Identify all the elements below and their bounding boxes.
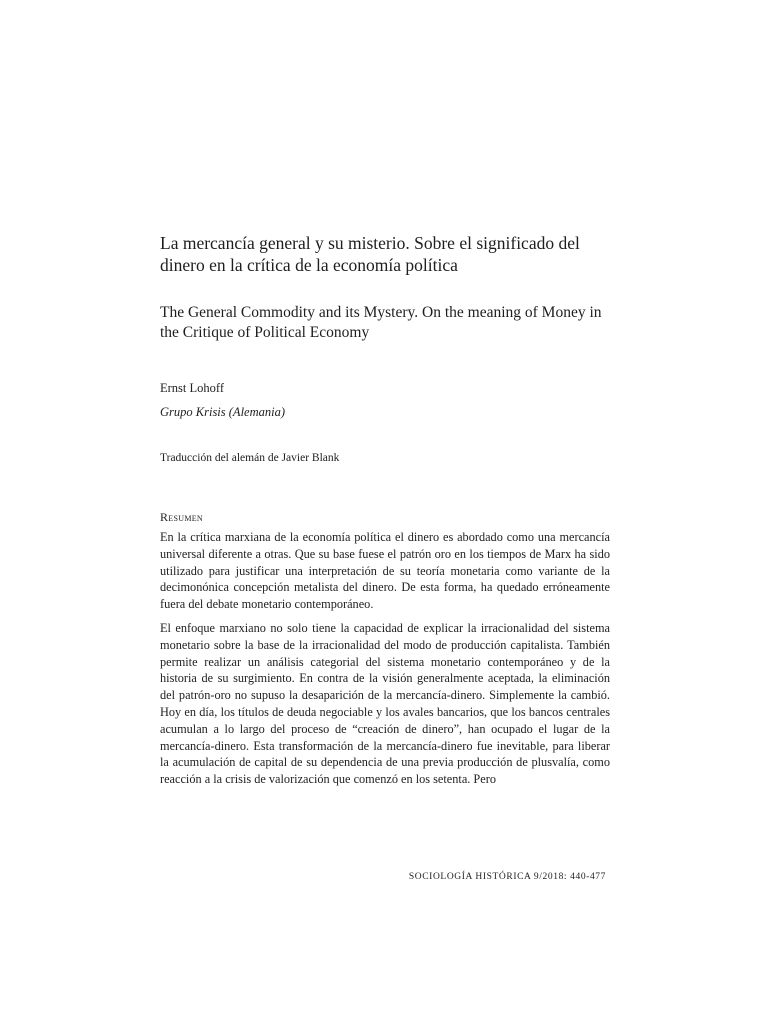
journal-citation: SOCIOLOGÍA HISTÓRICA 9/2018: 440-477 <box>408 872 606 882</box>
translation-note: Traducción del alemán de Javier Blank <box>160 452 340 464</box>
title-spanish: La mercancía general y su misterio. Sobre el significado del dinero en la crítica de la economía política <box>160 233 580 275</box>
author-affiliation: Grupo Krisis (Alemania) <box>160 405 285 419</box>
author-name: Ernst Lohoff <box>160 381 224 395</box>
abstract-heading: Resumen <box>160 510 203 524</box>
article-first-page <box>160 0 610 1024</box>
abstract-paragraph: El enfoque marxiano no solo tiene la capacidad de explicar la irracionalidad del sistema monetario sobre la base de la irracionalidad del modo de producción capitalista. También permite realizar un análisis categorial del sistema monetario contemporáneo y de la historia de su surgimiento. En contra de la visión generalmente aceptada, la eliminación del patrón-oro no supuso la desaparición de la mercancía-dinero. Simplemente la cambió. Hoy en día, los títulos de deuda negociable y los avales bancarios, que los bancos centrales acumulan a lo largo del proceso de “creación de dinero”, han ocupado el lugar de la mercancía-dinero. Esta transformación de la mercancía-dinero fue inevitable, para liberar la acumulación de capital de su dependencia de una previa producción de plusvalía, como reacción a la crisis de valorización que comenzó en los setenta. Pero <box>160 620 610 787</box>
abstract-body <box>160 529 610 795</box>
title-english: The General Commodity and its Mystery. On the meaning of Money in the Critique of Political Economy <box>160 304 602 341</box>
abstract-paragraph: En la crítica marxiana de la economía política el dinero es abordado como una mercancía universal diferente a otras. Que su base fuese el patrón oro en los tiempos de Marx ha sido utilizado para justificar una interpretación de su teoría monetaria como variante de la decimonónica concepción metalista del dinero. De esta forma, ha quedado erróneamente fuera del debate monetario contemporáneo. <box>160 530 610 612</box>
